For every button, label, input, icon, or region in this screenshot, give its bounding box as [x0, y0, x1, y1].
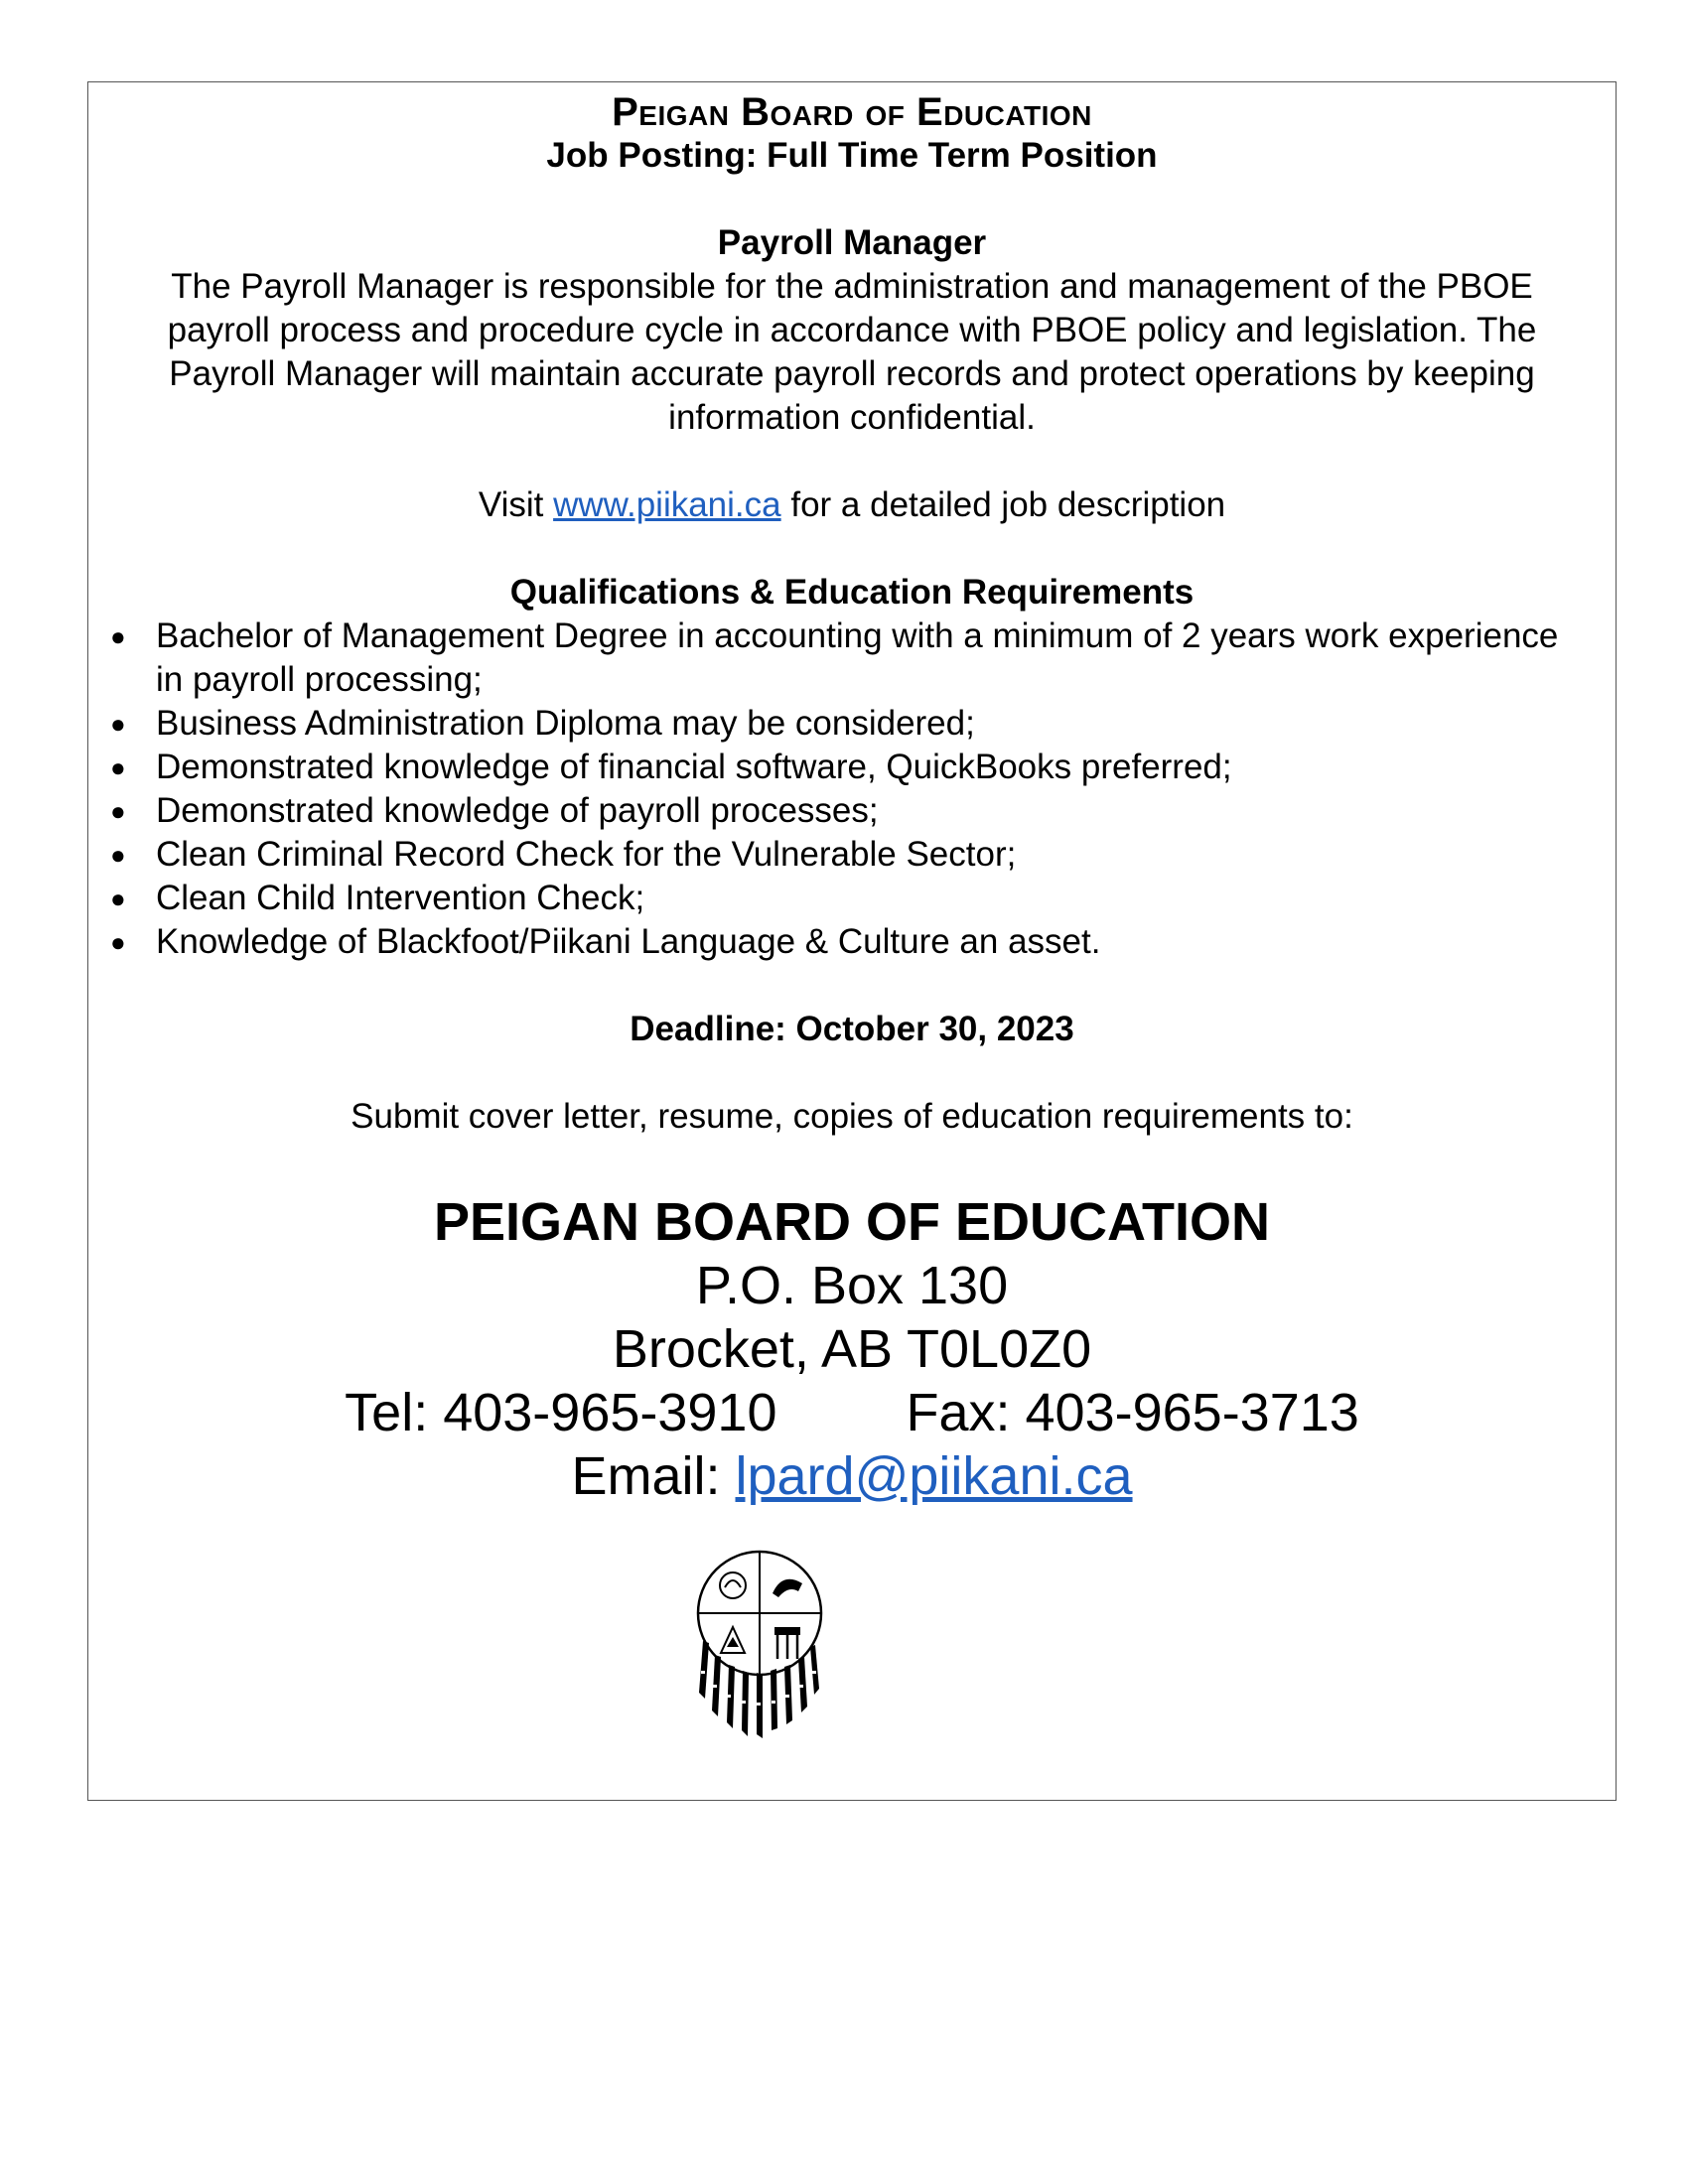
visit-line: [88, 483, 1616, 527]
list-item: ● Demonstrated knowledge of financial software, QuickBooks preferred;: [88, 746, 1616, 789]
bullet-icon: ●: [110, 752, 126, 782]
list-item: ● Knowledge of Blackfoot/Piikani Language & Culture an asset.: [88, 920, 1616, 964]
bullet-icon: ●: [110, 709, 126, 739]
piikani-emblem-icon: [685, 1544, 834, 1742]
bullet-icon: ●: [110, 840, 126, 870]
qualifications-heading: Qualifications & Education Requirements: [509, 573, 1195, 612]
contact-org-name: PEIGAN BOARD OF EDUCATION: [433, 1192, 1270, 1252]
qualifications-list: [88, 614, 1616, 964]
contact-city: Brocket, AB T0L0Z0: [612, 1319, 1092, 1379]
deadline: Deadline: October 30, 2023: [630, 1010, 1074, 1048]
list-item: ● Clean Child Intervention Check;: [88, 877, 1616, 920]
list-item: ● Business Administration Diploma may be considered;: [88, 702, 1616, 746]
contact-email-line: [88, 1444, 1616, 1508]
visit-suffix: for a detailed job description: [780, 485, 1226, 524]
posting-type: Job Posting: Full Time Term Position: [546, 136, 1158, 175]
email-label: Email:: [571, 1446, 736, 1506]
header-org-name: Peigan Board of Education: [612, 90, 1092, 134]
bullet-icon: ●: [110, 884, 126, 913]
list-item: ● Demonstrated knowledge of payroll processes;: [88, 789, 1616, 833]
contact-tel: Tel: 403-965-3910: [345, 1383, 777, 1442]
bullet-icon: ●: [110, 927, 126, 957]
list-item: ● Bachelor of Management Degree in accounting with a minimum of 2 years work experience in payroll processing;: [110, 616, 1559, 699]
submit-instructions: Submit cover letter, resume, copies of education requirements to:: [351, 1097, 1353, 1136]
job-description: The Payroll Manager is responsible for the administration and management of the PBOE payroll process and procedure cycle in accordance with PBOE policy and legislation. The Payroll Manager will maintain accurate payroll records and protect operations by keeping information confidential.: [167, 267, 1537, 437]
visit-prefix: Visit: [478, 485, 554, 524]
contact-po-box: P.O. Box 130: [695, 1256, 1009, 1315]
contact-fax: Fax: 403-965-3713: [906, 1383, 1359, 1442]
contact-phone-fax: [88, 1381, 1616, 1444]
bullet-icon: ●: [110, 796, 126, 826]
email-link[interactable]: lpard@piikani.ca: [735, 1446, 1133, 1506]
list-item: ● Clean Criminal Record Check for the Vulnerable Sector;: [88, 833, 1616, 877]
posting-frame: [87, 81, 1617, 1801]
website-link[interactable]: www.piikani.ca: [553, 485, 781, 524]
job-title: Payroll Manager: [717, 223, 987, 262]
bullet-icon: ●: [110, 621, 126, 651]
